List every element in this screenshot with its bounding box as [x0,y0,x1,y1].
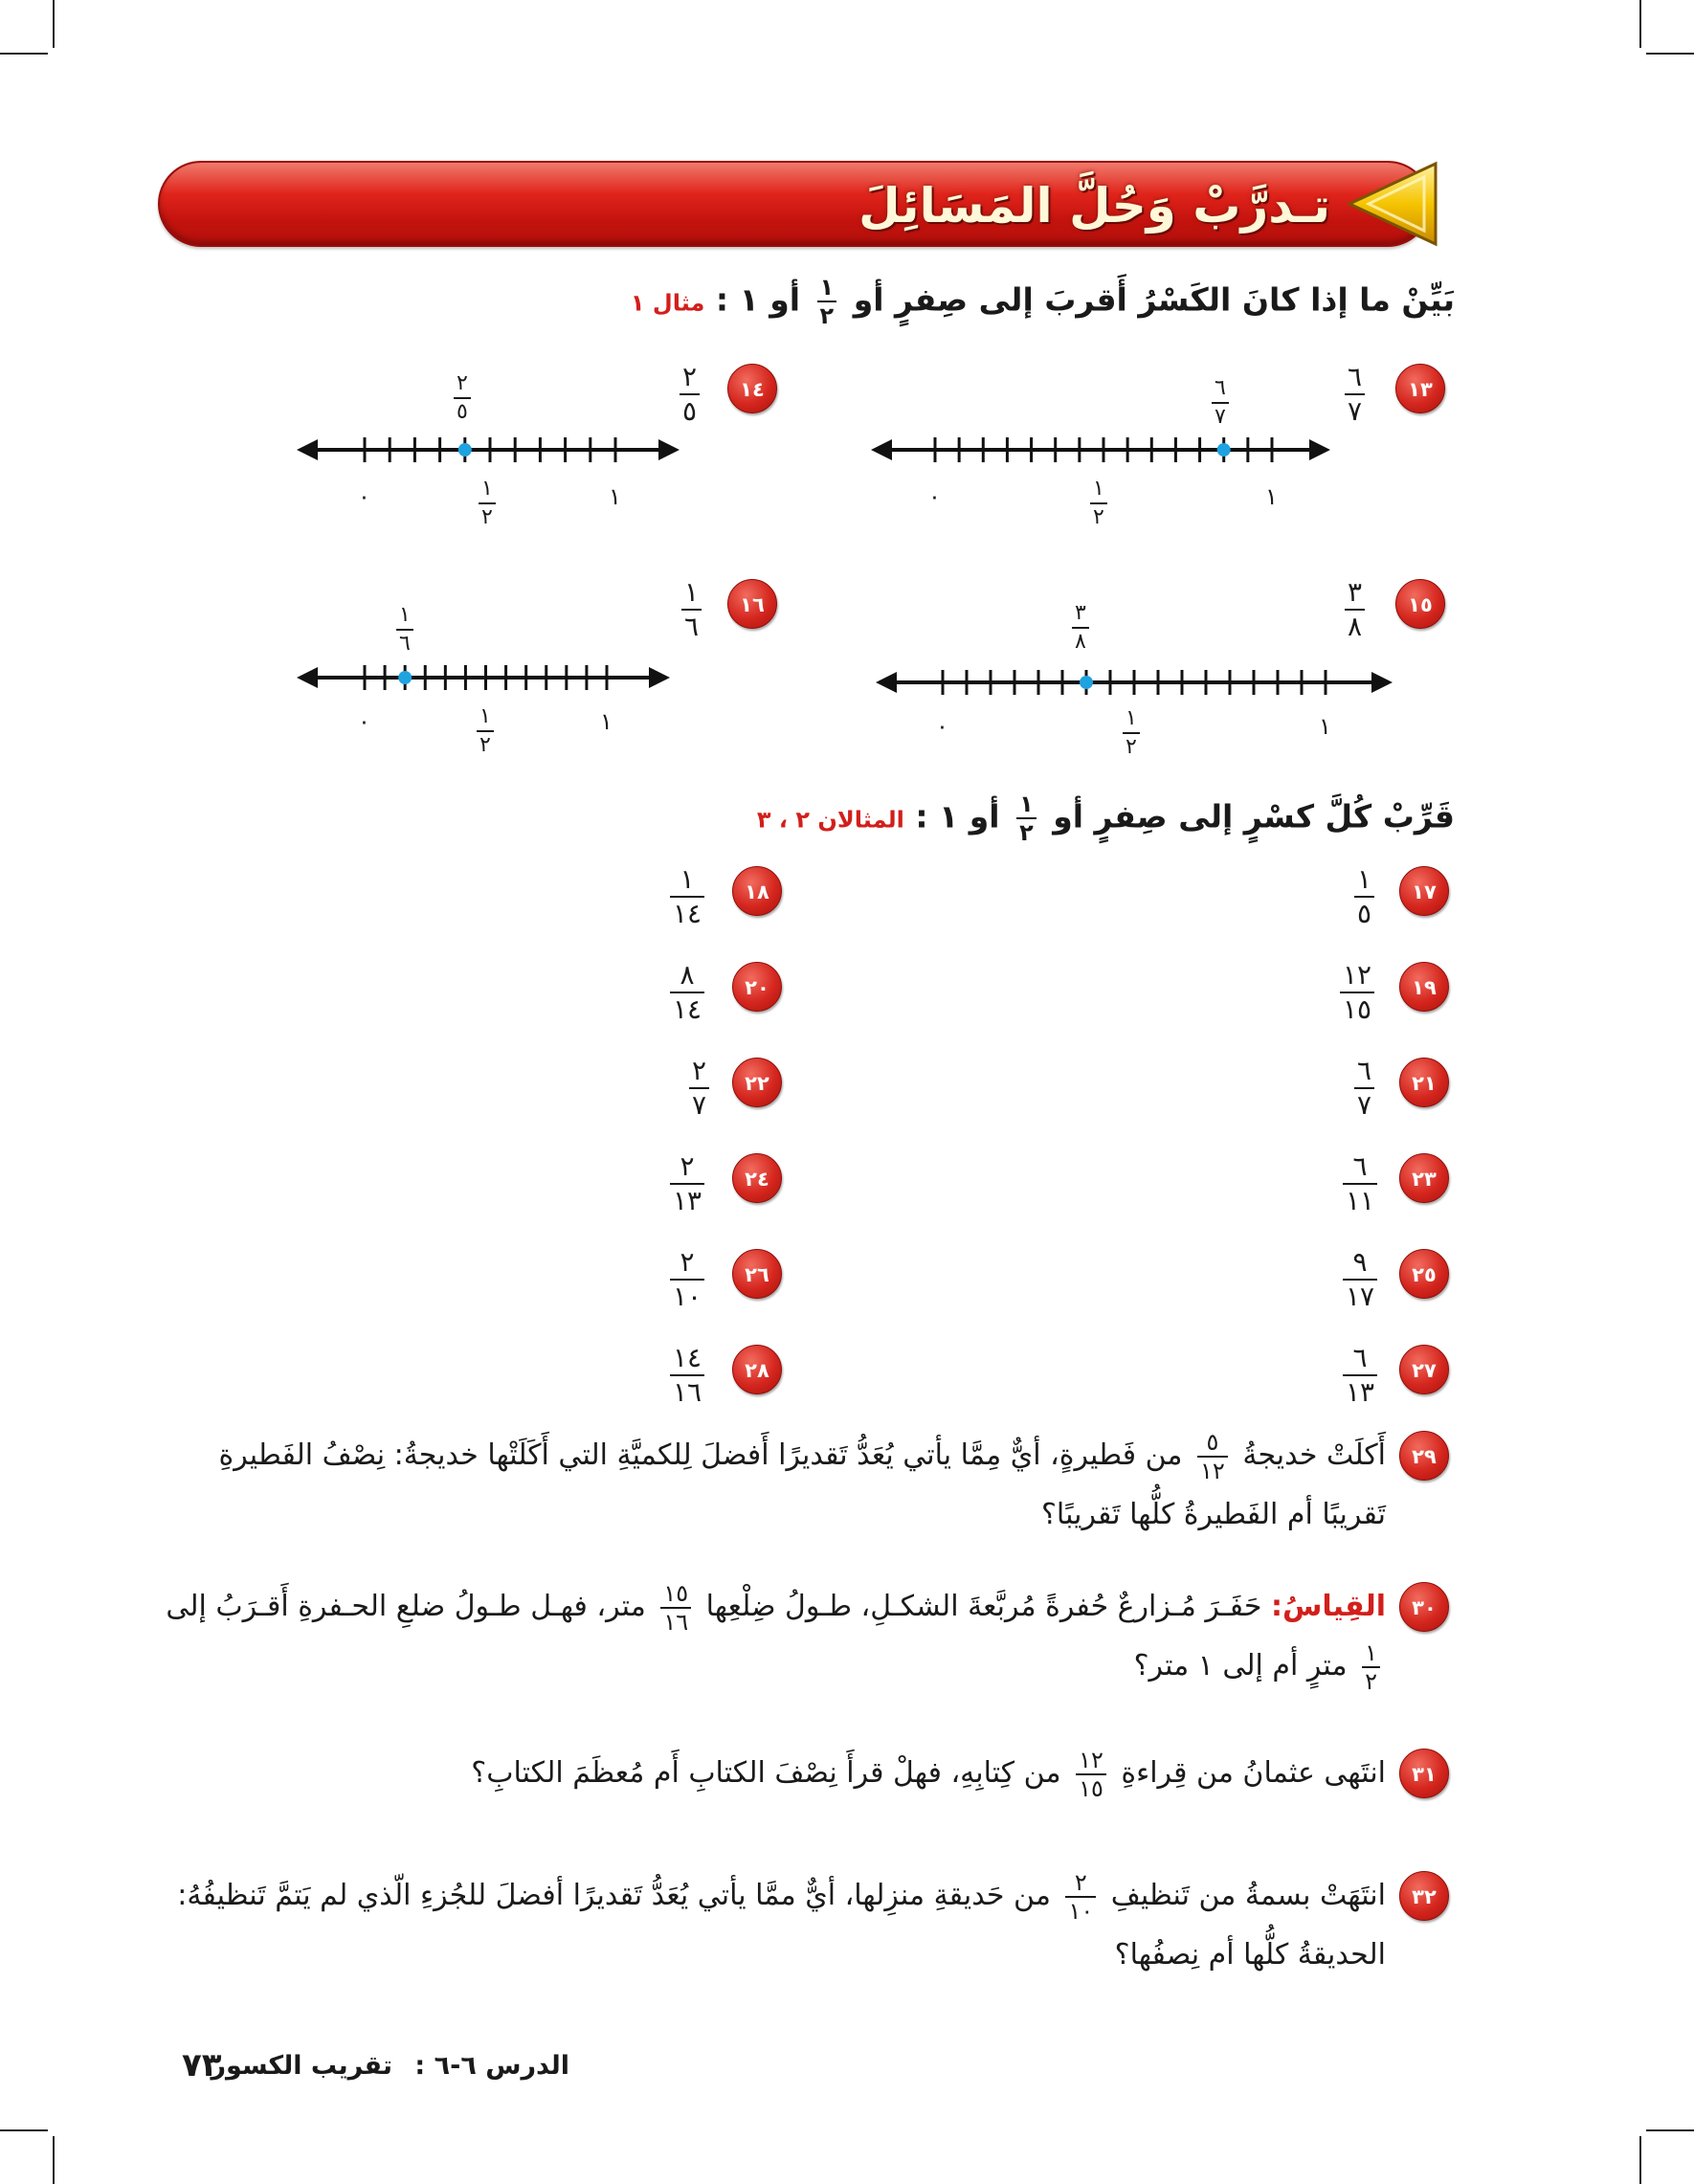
lesson-label: الدرس ٦-٦ : [414,2051,569,2081]
section2-instruction [757,792,1455,844]
problem-text: من فَطيرةٍ، أيٌّ مِمَّا يأتي يُعَدُّ تَقديرًا أَفضلَ لِلكميَّةِ التي أَكَلَتْها خديجةُ: نِصْفُ الفَطيرةِ [218,1438,1183,1472]
fraction-denominator: ٢ [1016,817,1036,844]
problem-fraction [670,1150,704,1216]
problem-badge: ١٤ [727,364,777,413]
fraction-denominator: ١٥ [1076,1773,1106,1800]
problem-text: انتَهَتْ بسمةُ من تَنظيفِ [1110,1879,1386,1912]
fraction-denominator: ٢ [1123,732,1140,758]
fraction-numerator: ١ [684,576,700,608]
problem-fraction [1343,1150,1377,1216]
fraction-denominator: ١٠ [670,1279,704,1310]
half-label [479,479,496,528]
zero-label: ٠ [928,483,941,510]
number-line [297,654,670,702]
fraction-denominator: ١٤ [670,992,704,1023]
fraction-numerator: ١ [399,603,411,627]
one-label: ١ [600,708,613,735]
half-fraction [817,276,837,327]
fraction-numerator: ١ [1365,1638,1377,1666]
fraction-numerator: ٦ [1352,1342,1368,1373]
lesson-footer [211,2051,569,2081]
fraction-numerator: ٢ [457,371,468,395]
problem-fraction [1354,1055,1374,1121]
problem-fraction [1343,1246,1377,1312]
problem-badge: ١٩ [1399,962,1449,1012]
arrow-icon [1340,156,1445,252]
number-line-point [1217,443,1231,457]
problem-label: القِياسُ: [1270,1590,1386,1623]
fraction-numerator: ١ [819,274,835,301]
crop-mark [1646,53,1694,55]
fraction-denominator: ١٥ [1340,992,1374,1023]
problem-text: انتَهى عثمانُ من قِراءةِ [1121,1756,1386,1790]
number-line-point [458,443,472,457]
fraction-numerator: ٦ [1348,361,1363,392]
inline-fraction [1197,1428,1228,1484]
fraction-denominator: ١٣ [670,1183,704,1215]
fraction-denominator: ٨ [1345,609,1365,640]
point-label [396,605,413,655]
fraction-numerator: ٣ [1348,576,1363,608]
problem-badge: ١٣ [1395,364,1445,413]
problem-text: الحديقةُ كلُّها أم نِصفُها؟ [1114,1938,1386,1972]
fraction-numerator: ١ [1126,706,1137,730]
crop-mark [0,53,48,55]
fraction-denominator: ٥ [680,393,700,425]
problem-badge: ١٨ [732,866,782,916]
half-label [1123,708,1140,758]
fraction-denominator: ١١ [1343,1183,1377,1215]
problem-badge: ٢٩ [1399,1431,1449,1481]
fraction-numerator: ١ [680,863,695,895]
section1-instruction [631,276,1455,327]
number-line [876,658,1393,706]
fraction-denominator: ٥ [1354,896,1374,927]
number-line [871,426,1330,474]
point-label [1212,378,1229,428]
arrow-right-icon [658,439,680,460]
example-reference: مثال ١ [630,289,705,317]
problem-badge: ٣٠ [1399,1582,1449,1632]
fraction-numerator: ٩ [1352,1246,1368,1278]
problem-fraction [1345,361,1365,427]
fraction-denominator: ٨ [1072,627,1089,653]
word-problem-30 [151,1577,1386,1696]
crop-mark [53,0,55,48]
fraction-numerator: ١٢ [1079,1746,1103,1773]
problem-fraction [689,1055,709,1121]
problem-badge: ٣٢ [1399,1871,1449,1921]
problem-badge: ٢٥ [1399,1249,1449,1299]
arrow-left-icon [871,439,892,460]
fraction-denominator: ٢ [477,730,494,756]
fraction-numerator: ١٥ [663,1579,689,1607]
fraction-numerator: ٦ [1215,376,1226,400]
fraction-numerator: ٢ [680,1246,695,1278]
number-line-point [398,671,412,684]
arrow-left-icon [297,439,318,460]
fraction-numerator: ٢ [682,361,698,392]
fraction-numerator: ٦ [1352,1150,1368,1182]
half-label [1090,479,1107,528]
problem-badge: ١٥ [1395,579,1445,629]
crop-mark [1646,2129,1694,2131]
page-number: ٧٣ [182,2046,222,2084]
problem-text: حَفَـرَ مُـزارعٌ حُفرةً مُربَّعةَ الشكـلِ، طـولُ ضِلْعِها [705,1590,1262,1623]
one-label: ١ [609,483,621,510]
problem-text: من حَديقةِ منزِلها، أيٌّ ممَّا يأتي يُعَدُّ تَقديرًا أفضلَ للجُزءِ الّذي لم يَتمَّ تَنظيفُهُ: [177,1879,1051,1912]
fraction-numerator: ١ [1019,791,1034,817]
fraction-numerator: ٥ [1206,1428,1219,1456]
half-label [477,706,494,756]
fraction-denominator: ١٠ [1065,1896,1096,1923]
fraction-numerator: ١ [479,704,491,728]
fraction-denominator: ٦ [396,629,413,655]
crop-mark [1639,2136,1641,2184]
arrow-right-icon [649,667,670,688]
example-reference: المثالان ٢ ، ٣ [756,806,904,834]
number-line-point [1080,676,1093,689]
arrow-right-icon [1371,672,1393,693]
fraction-numerator: ١ [1093,477,1104,501]
fraction-denominator: ٧ [1345,393,1365,425]
point-label [454,373,471,423]
zero-label: ٠ [358,708,370,735]
word-problem-29 [151,1426,1386,1545]
problem-text: تَقريبًا أم الفَطيرةُ كلُّها تَقريبًا؟ [1041,1498,1386,1531]
fraction-denominator: ٢ [1090,502,1107,528]
problem-badge: ٢٠ [732,962,782,1012]
problem-badge: ٣١ [1399,1749,1449,1798]
problem-fraction [1343,1342,1377,1408]
fraction-denominator: ١٧ [1343,1279,1377,1310]
one-label: ١ [1319,713,1331,740]
word-problem-31 [151,1744,1386,1803]
arrow-right-icon [1309,439,1330,460]
section-title: تـدرَّبْ وَحُلَّ المَسَائِلَ [858,178,1330,234]
instruction-text-end: أو ١ : [715,280,801,319]
problem-badge: ٢٦ [732,1249,782,1299]
problem-badge: ٢٢ [732,1058,782,1107]
problem-badge: ٢١ [1399,1058,1449,1107]
fraction-numerator: ٣ [1075,601,1086,625]
instruction-text-end: أو ١ : [915,797,1000,836]
problem-fraction [1354,863,1374,929]
problem-fraction [670,959,704,1025]
problem-badge: ٢٣ [1399,1153,1449,1203]
fraction-denominator: ٢ [817,301,837,327]
fraction-denominator: ٧ [1212,402,1229,428]
fraction-denominator: ٢ [1362,1666,1380,1693]
problem-badge: ٢٨ [732,1345,782,1394]
half-fraction [1016,792,1036,844]
problem-fraction [670,1246,704,1312]
fraction-numerator: ٢ [680,1150,695,1182]
problem-badge: ١٦ [727,579,777,629]
fraction-numerator: ١ [481,477,493,501]
problem-badge: ١٧ [1399,866,1449,916]
problem-text: أَكلَتْ خديجةُ [1242,1438,1386,1472]
fraction-numerator: ٢ [1074,1868,1087,1896]
problem-badge: ٢٤ [732,1153,782,1203]
fraction-numerator: ٨ [680,959,695,991]
problem-text: متر، فهـل طـولُ ضلعِ الحـفرةِ أَقـرَبُ إلى [166,1590,646,1623]
fraction-numerator: ٦ [1357,1055,1372,1086]
fraction-denominator: ٢ [479,502,496,528]
problem-fraction [670,863,704,929]
arrow-left-icon [297,667,318,688]
problem-fraction [670,1342,704,1408]
fraction-numerator: ١٢ [1343,959,1372,991]
crop-mark [0,2129,48,2131]
zero-label: ٠ [936,713,948,740]
arrow-left-icon [876,672,897,693]
problem-text: مترٍ أم إلى ١ متر؟ [1133,1649,1348,1683]
fraction-denominator: ١٣ [1343,1374,1377,1406]
instruction-text: بَيِّنْ ما إذا كانَ الكَسْرُ أَقربَ إلى صِفرٍ أو [853,280,1455,319]
fraction-denominator: ٧ [689,1087,709,1119]
problem-fraction [1345,576,1365,642]
fraction-denominator: ١٦ [670,1374,704,1406]
fraction-denominator: ١٢ [1197,1456,1228,1482]
fraction-numerator: ١٤ [673,1342,702,1373]
point-label [1072,603,1089,653]
problem-fraction [1340,959,1374,1025]
problem-text: من كِتابِهِ، فهلْ قرأَ نِصْفَ الكتابِ أَم مُعظَمَ الكتابِ؟ [471,1756,1061,1790]
fraction-numerator: ٢ [692,1055,707,1086]
fraction-denominator: ١٦ [660,1607,691,1634]
lesson-title: تقريب الكسور [211,2051,392,2081]
problem-fraction [681,576,702,642]
crop-mark [53,2136,55,2184]
inline-fraction [660,1579,691,1636]
fraction-denominator: ٦ [681,609,702,640]
crop-mark [1639,0,1641,48]
instruction-text: قَرِّبْ كُلَّ كسْرٍ إلى صِفرٍ أو [1053,797,1455,836]
inline-fraction [1362,1638,1380,1695]
one-label: ١ [1265,483,1278,510]
fraction-denominator: ٥ [454,397,471,423]
fraction-denominator: ١٤ [670,896,704,927]
zero-label: ٠ [358,483,370,510]
inline-fraction [1076,1746,1106,1802]
number-line [297,426,680,474]
fraction-numerator: ١ [1357,863,1372,895]
problem-badge: ٢٧ [1399,1345,1449,1394]
fraction-denominator: ٧ [1354,1087,1374,1119]
word-problem-32 [151,1866,1386,1985]
problem-fraction [680,361,700,427]
inline-fraction [1065,1868,1096,1925]
